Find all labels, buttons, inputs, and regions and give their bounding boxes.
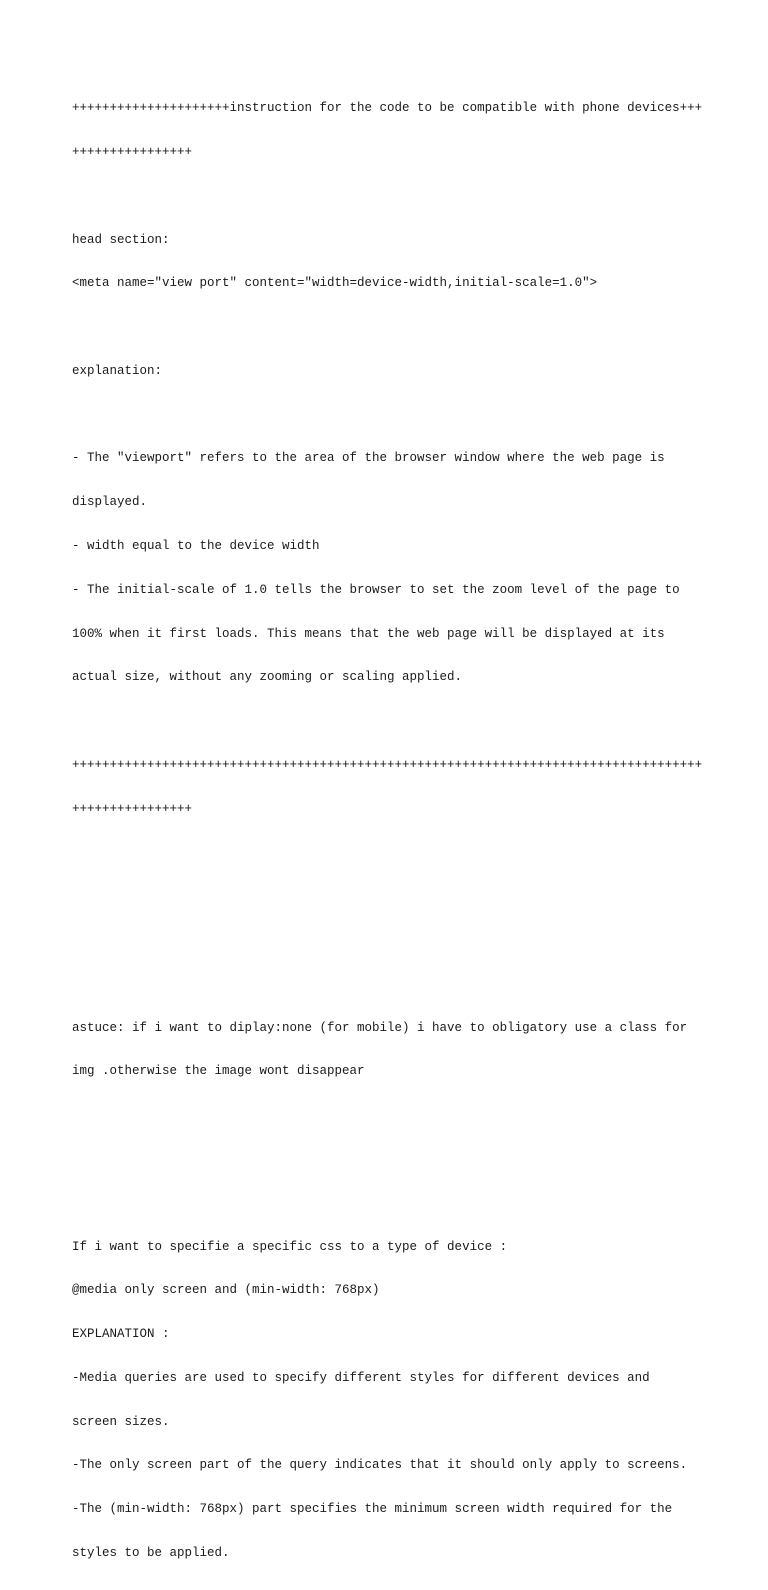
text-line: displayed.: [72, 495, 148, 510]
blank-line: [72, 320, 712, 335]
document-text: [72, 72, 712, 1590]
section-heading: EXPLANATION :: [72, 1327, 170, 1342]
blank-line: [72, 189, 712, 204]
text-line: -The only screen part of the query indicates that it should only apply to screens.: [72, 1458, 688, 1473]
text-line: - width equal to the device width: [72, 539, 320, 553]
code-line: @media only screen and (min-width: 768px): [72, 1283, 380, 1298]
separator-line: ++++++++++++++++++++++++++++++++++++++++++++++++++++++++++++++++++++++++++++++++++++: [72, 757, 703, 772]
text-line: -Media queries are used to specify different styles for different devices and: [72, 1370, 650, 1385]
blank-line: [72, 977, 712, 992]
section-heading: explanation:: [72, 363, 163, 378]
text-line: If i want to specifie a specific css to a type of device :: [72, 1239, 508, 1254]
blank-line: [72, 1108, 712, 1123]
text-line: - The initial-scale of 1.0 tells the browser to set the zoom level of the page to: [72, 582, 680, 597]
code-line: <meta name="view port" content="width=device-width,initial-scale=1.0">: [72, 276, 598, 291]
blank-line: [72, 408, 712, 423]
separator-line: +++++++++++++++++++++instruction for the code to be compatible with phone devices+++: [72, 101, 703, 116]
text-line: - The "viewport" refers to the area of the browser window where the web page is: [72, 451, 665, 466]
separator-line: ++++++++++++++++: [72, 144, 193, 159]
blank-line: [72, 933, 712, 948]
text-line: actual size, without any zooming or scaling applied.: [72, 670, 463, 685]
section-heading: head section:: [72, 232, 170, 247]
blank-line: [72, 1152, 712, 1167]
text-line: img .otherwise the image wont disappear: [72, 1064, 365, 1079]
separator-line: ++++++++++++++++: [72, 801, 193, 816]
blank-line: [72, 714, 712, 729]
blank-line: [72, 845, 712, 860]
text-line: -The (min-width: 768px) part specifies the minimum screen width required for the: [72, 1502, 673, 1517]
text-line: astuce: if i want to diplay:none (for mobile) i have to obligatory use a class for: [72, 1020, 688, 1035]
blank-line: [72, 1196, 712, 1211]
text-line: screen sizes.: [72, 1414, 170, 1429]
blank-line: [72, 889, 712, 904]
text-line: styles to be applied.: [72, 1545, 230, 1560]
text-line: 100% when it first loads. This means that the web page will be displayed at its: [72, 626, 665, 641]
